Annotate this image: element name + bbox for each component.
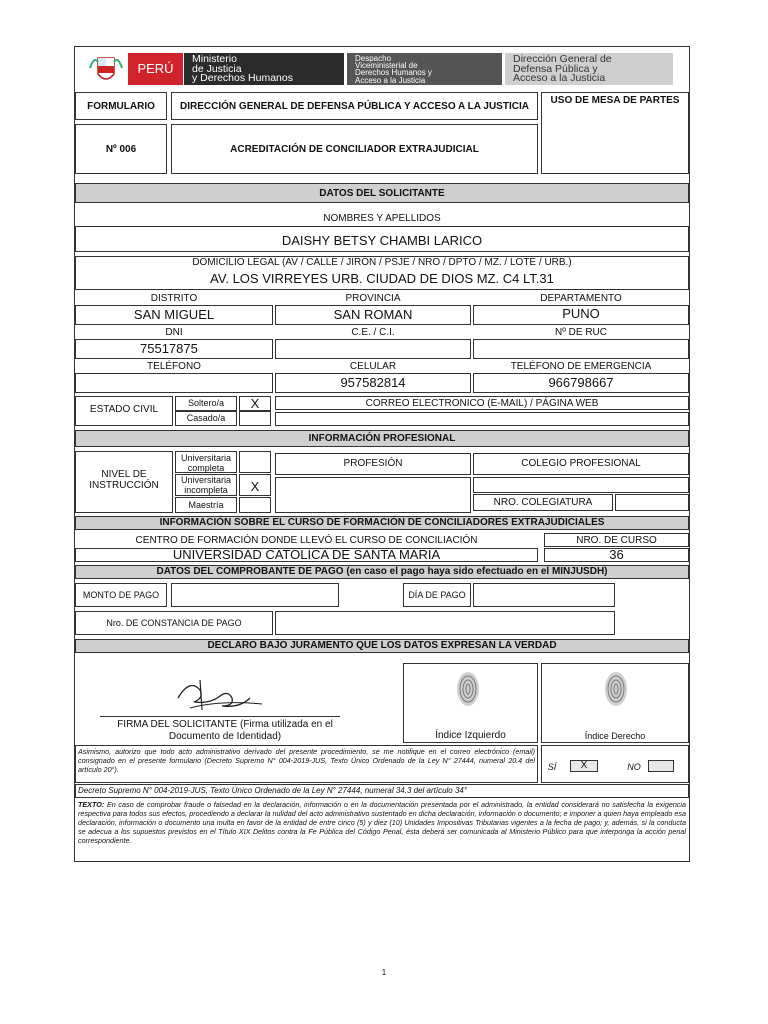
department-label: DEPARTAMENTO (540, 293, 622, 304)
email-field[interactable] (275, 412, 689, 426)
address-label: DOMICILIO LEGAL (AV / CALLE / JIRÓN / PSJE / NRO / DPTO / MZ. / LOTE / URB.) (192, 257, 572, 268)
dni-value: 75517875 (140, 341, 198, 356)
amount-field[interactable] (171, 583, 339, 607)
emergency-value: 966798667 (548, 375, 614, 390)
formulario-label: FORMULARIO (87, 101, 155, 112)
province-value: SAN ROMAN (333, 307, 413, 322)
course-center-label: CENTRO DE FORMACIÓN DONDE LLEVÓ EL CURSO DE CONCILIACIÓN (135, 535, 478, 546)
form-number: Nº 006 (105, 144, 137, 155)
ruc-label: Nº DE RUC (555, 327, 607, 338)
payment-section-title: DATOS DEL COMPROBANTE DE PAGO (156, 566, 344, 577)
colegiatura-field[interactable] (615, 494, 689, 511)
payment-section-title-wrap (75, 566, 689, 577)
married-label: Casado/a (186, 413, 226, 423)
college-label: COLEGIO PROFESIONAL (521, 458, 641, 469)
dni-label: DNI (165, 327, 183, 338)
day-field[interactable] (473, 583, 615, 607)
direction-title: DIRECCIÓN GENERAL DE DEFENSA PÚBLICA Y ACCESO A LA JUSTICIA (180, 101, 529, 112)
signature-line (100, 716, 340, 717)
married-checkbox[interactable] (239, 411, 271, 426)
ce-label: C.E. / C.I. (351, 327, 395, 338)
decree-text: Decreto Supremo N° 004-2019-JUS, Texto Único Ordenado de la Ley N° 27444, numeral 34.3 del artículo 34° (78, 786, 468, 795)
authorize-text: Asimismo, autorizo que todo acto administrativo derivado del presente procedimiento, se me notifique en el correo electrónico (email) consignado en el presente formulario (Decreto Supremo N° 004-2019-JUS, Texto Único Ordenado de la Ley N° 27444, numeral 20.4 del artículo 20°). (78, 747, 535, 774)
course-section-title: INFORMACIÓN SOBRE EL CURSO DE FORMACIÓN DE CONCILIADORES EXTRAJUDICIALES (159, 517, 605, 528)
legal-text (78, 800, 686, 845)
right-index-label: Índice Derecho (584, 731, 646, 741)
mobile-value: 957582814 (340, 375, 406, 390)
legal-text-label: TEXTO: (78, 800, 105, 809)
no-checkbox[interactable] (648, 760, 674, 772)
ce-field[interactable] (275, 339, 471, 359)
mesa-partes-label: USO DE MESA DE PARTES (550, 95, 680, 106)
province-label: PROVINCIA (345, 293, 401, 304)
professional-section-title: INFORMACIÓN PROFESIONAL (308, 433, 456, 444)
profession-label: PROFESIÓN (343, 458, 403, 469)
applicant-section-title: DATOS DEL SOLICITANTE (319, 188, 445, 199)
district-value: SAN MIGUEL (133, 307, 215, 322)
course-center-value: UNIVERSIDAD CATOLICA DE SANTA MARIA (172, 547, 441, 562)
district-label: DISTRITO (150, 293, 198, 304)
single-mark: X (250, 396, 260, 411)
signature-image (170, 668, 270, 718)
directorate-brand: Dirección General de Defensa Pública y Acceso a la Justicia (505, 53, 673, 85)
form-subject: ACREDITACIÓN DE CONCILIADOR EXTRAJUDICIAL (230, 144, 479, 155)
phone-field[interactable] (75, 373, 273, 393)
complete-label: Universitaria completa (180, 453, 231, 473)
names-label: NOMBRES Y APELLIDOS (323, 213, 441, 224)
course-number-label: NRO. DE CURSO (576, 535, 657, 546)
ruc-field[interactable] (473, 339, 689, 359)
profession-field[interactable] (275, 477, 471, 513)
legal-text-body: En caso de comprobar fraude o falsedad en la declaración, información o en la documentación presentada por el administrado, la entidad considerará no satisfecha la exigencia respectiva para todos sus efectos, procediendo a declarar la nulidad del acto administrativo sustentado en dicha declaración, información o documento; e imponer a quien haya empleado esa declaración, información o documento una multa en favor de la entidad de entre cinco (5) y diez (10) Unidades Impositivas Tributarias vigentes a la fecha de pago; y, además, si la conducta se adecua a los supuestos previstos en el Título XIX Delitos contra la Fe Pública del Código Penal, ésta deberá ser comunicada al Ministerio Público para que interponga la acción penal correspondiente. (78, 800, 686, 845)
master-checkbox[interactable] (239, 497, 271, 513)
receipt-field[interactable] (275, 611, 615, 635)
page-number: 1 (381, 968, 387, 977)
peru-brand: PERÚ (128, 53, 183, 85)
civil-status-label: ESTADO CIVIL (89, 404, 159, 415)
yes-label: SÍ (547, 762, 557, 772)
college-field[interactable] (473, 477, 689, 493)
incomplete-mark: X (250, 479, 260, 494)
emergency-label: TELÉFONO DE EMERGENCIA (510, 361, 652, 372)
vice-ministry-brand: Despacho Viceministerial de Derechos Humanos y Acceso a la Justicia (347, 53, 502, 85)
master-label: Maestría (188, 500, 224, 510)
mobile-label: CELULAR (349, 361, 397, 372)
signature-label: FIRMA DEL SOLICITANTE (Firma utilizada en el (117, 719, 333, 730)
no-label: NO (627, 762, 641, 772)
address-value: AV. LOS VIRREYES URB. CIUDAD DE DIOS MZ. C4 LT.31 (210, 271, 554, 286)
yes-mark: X (580, 760, 588, 771)
right-fingerprint-image (603, 670, 629, 708)
level-label: NIVEL DE INSTRUCCIÓN (89, 469, 159, 491)
payment-section-note: (en caso el pago haya sido efectuado en el MINJUSDH) (346, 566, 608, 577)
ministry-brand: Ministerio de Justicia y Derechos Humanos (184, 53, 344, 85)
left-index-label: Índice Izquierdo (435, 730, 506, 741)
left-fingerprint-image (455, 670, 481, 708)
amount-label: MONTO DE PAGO (82, 590, 160, 600)
course-number-value: 36 (609, 547, 624, 562)
day-label: DÍA DE PAGO (408, 590, 466, 600)
coat-of-arms-logo (84, 52, 128, 86)
single-label: Soltero/a (187, 398, 225, 408)
colegiatura-label: NRO. COLEGIATURA (493, 497, 593, 508)
declaration-section-title: DECLARO BAJO JURAMENTO QUE LOS DATOS EXPRESAN LA VERDAD (207, 640, 557, 651)
names-value: DAISHY BETSY CHAMBI LARICO (281, 233, 483, 248)
department-value: PUNO (562, 306, 600, 321)
email-label: CORREO ELECTRONICO (E-MAIL) / PÁGINA WEB (365, 398, 599, 409)
complete-checkbox[interactable] (239, 451, 271, 473)
receipt-label: Nro. DE CONSTANCIA DE PAGO (106, 618, 242, 628)
signature-label-2: Documento de Identidad) (168, 731, 282, 742)
phone-label: TELÉFONO (147, 361, 201, 372)
incomplete-label: Universitaria incompleta (180, 475, 231, 495)
